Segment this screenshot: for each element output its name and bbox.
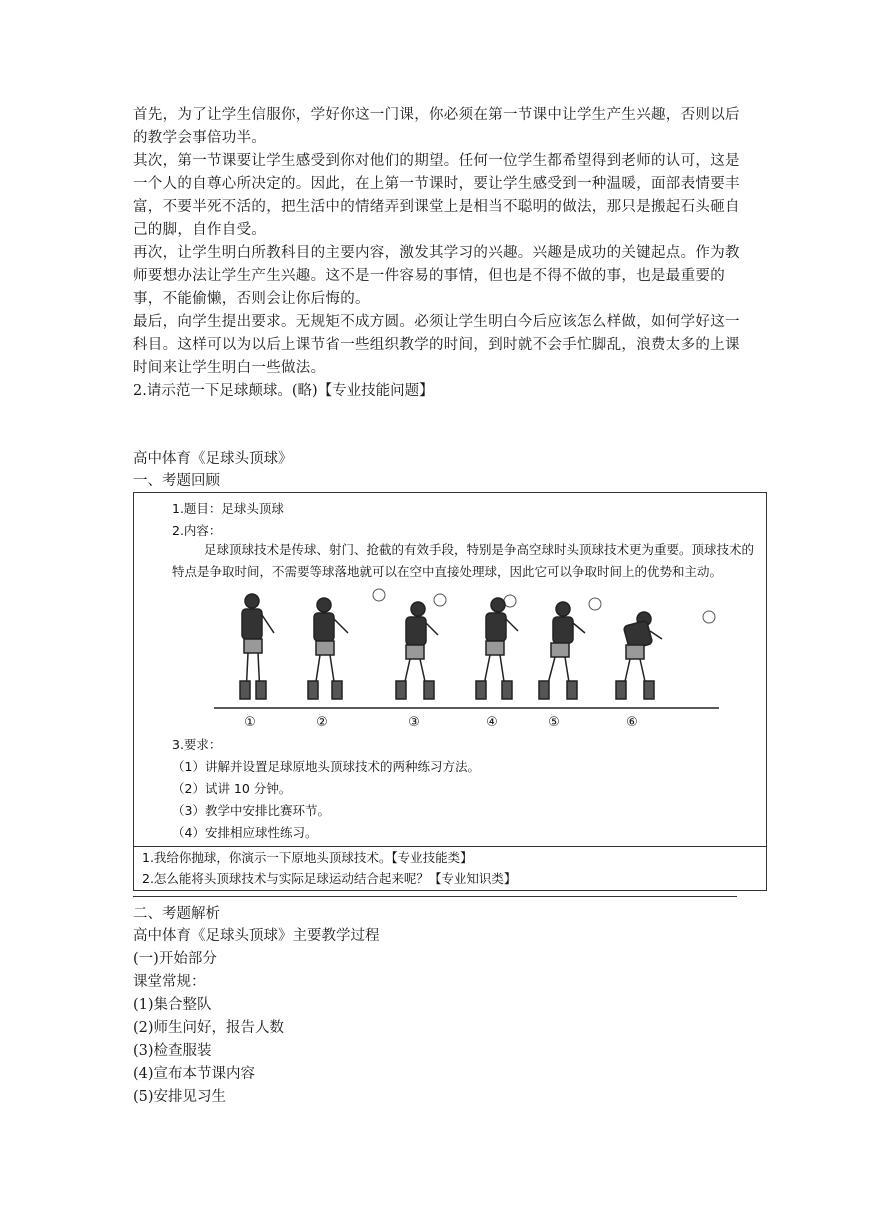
ball-icon xyxy=(589,598,601,610)
step-label-3: ③ xyxy=(408,715,420,730)
step-label-4: ④ xyxy=(486,715,498,730)
figure-question-1: 1.我给你抛球，你演示一下原地头顶球技术。【专业技能类】 xyxy=(142,850,473,865)
analysis-part: (一)开始部分 xyxy=(133,951,217,967)
player-figure-4 xyxy=(476,598,518,699)
player-figure-5 xyxy=(539,602,585,699)
player-figure-2 xyxy=(308,598,348,699)
routine-item: (1)集合整队 xyxy=(133,997,212,1013)
ball-icon xyxy=(434,594,446,606)
step-label-6: ⑥ xyxy=(626,715,638,730)
requirement-item: （1）讲解并设置足球原地头顶球技术的两种练习方法。 xyxy=(172,759,480,774)
player-figure-6 xyxy=(616,612,662,699)
heading-sequence-illustration xyxy=(204,583,724,733)
ball-icon xyxy=(504,595,516,607)
section-title: 高中体育《足球头顶球》 xyxy=(133,451,293,467)
requirements-label: 3.要求： xyxy=(172,737,222,752)
paragraph-third: 再次，让学生明白所教科目的主要内容，激发其学习的兴趣。兴趣是成功的关键起点。作为教师要想办法让学生产生兴趣。这不是一件容易的事情，但也是不得不做的事，也是最重要的事，不能偷懒，否则会让你后悔的。 xyxy=(133,245,740,307)
figure-topic: 1.题目：足球头顶球 xyxy=(172,501,284,516)
question-two: 2.请示范一下足球颠球。(略)【专业技能问题】 xyxy=(133,383,434,399)
exam-figure-questions xyxy=(134,846,766,891)
player-figure-1 xyxy=(240,594,274,699)
ball-icon xyxy=(703,611,715,623)
figure-question-2: 2.怎么能将头顶球技术与实际足球运动结合起来呢？【专业知识类】 xyxy=(142,871,517,886)
paragraph-first: 首先，为了让学生信服你，学好你这一门课，你必须在第一节课中让学生产生兴趣，否则以后的教学会事倍功半。 xyxy=(133,107,740,146)
paragraph-fourth: 最后，向学生提出要求。无规矩不成方圆。必须让学生明白今后应该怎么样做，如何学好这一科目。这样可以为以后上课节省一些组织教学的时间，到时就不会手忙脚乱，浪费太多的上课时间来让学生明白一些做法。 xyxy=(133,314,740,376)
figure-content-label: 2.内容： xyxy=(172,523,222,538)
exam-figure xyxy=(133,492,767,891)
routine-item: (2)师生问好，报告人数 xyxy=(133,1020,285,1036)
requirement-item: （4）安排相应球性练习。 xyxy=(172,825,318,840)
routine-item: (3)检查服装 xyxy=(133,1043,212,1059)
ball-icon xyxy=(373,589,385,601)
paragraph-second: 其次，第一节课要让学生感受到你对他们的期望。任何一位学生都希望得到老师的认可，这是一个人的自尊心所决定的。因此，在上第一节课时，要让学生感受到一种温暖，面部表情要丰富，不要半死不活的，把生活中的情绪弄到课堂上是相当不聪明的做法，那只是搬起石头砸自己的脚，自作自受。 xyxy=(133,153,740,238)
analysis-heading: 二、考题解析 xyxy=(133,906,220,922)
classroom-routine-label: 课堂常规： xyxy=(133,974,206,990)
routine-item: (5)安排见习生 xyxy=(133,1089,227,1105)
figure-content-text: 足球顶球技术是传球、射门、抢截的有效手段，特别是争高空球时头顶球技术更为重要。顶球技术的特点是争取时间，不需要等球落地就可以在空中直接处理球，因此它可以争取时间上的优势和主动。 xyxy=(172,542,755,579)
requirement-item: （3）教学中安排比赛环节。 xyxy=(172,803,330,818)
step-label-5: ⑤ xyxy=(548,715,560,730)
divider-line xyxy=(133,896,737,897)
review-heading: 一、考题回顾 xyxy=(133,473,220,489)
analysis-subtitle: 高中体育《足球头顶球》主要教学过程 xyxy=(133,928,380,944)
step-label-1: ① xyxy=(244,715,256,730)
player-figure-3 xyxy=(396,602,438,699)
routine-item: (4)宣布本节课内容 xyxy=(133,1066,256,1082)
requirement-item: （2）试讲 10 分钟。 xyxy=(172,781,292,796)
exam-figure-content xyxy=(134,493,766,847)
step-label-2: ② xyxy=(316,715,328,730)
